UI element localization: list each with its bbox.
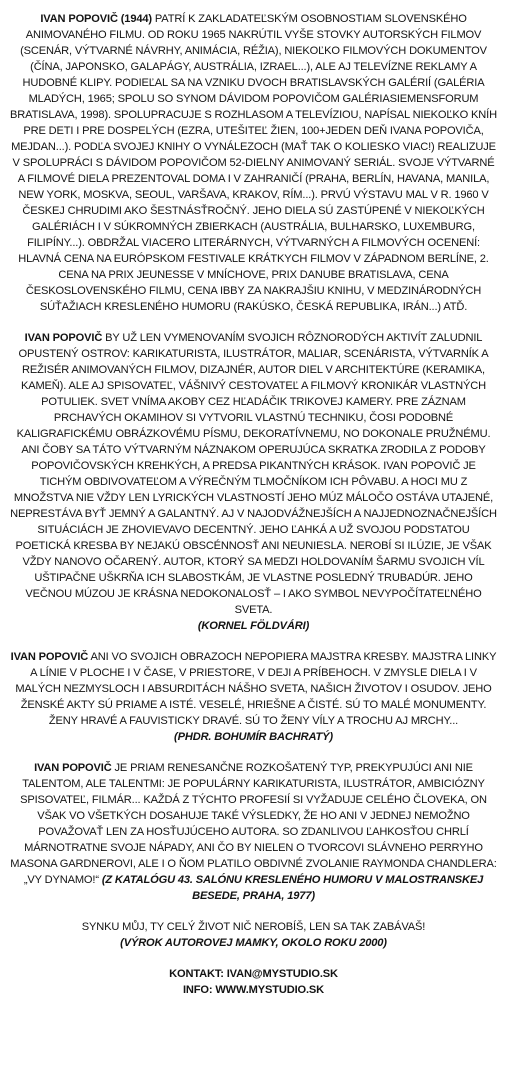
quote-author: (KORNEL FÖLDVÁRI) (197, 620, 310, 632)
biography-text: PATRÍ K ZAKLADATEĽSKÝM OSOBNOSTIAM SLOVENSKÉHO ANIMOVANÉHO FILMU. OD ROKU 1965 NAKRÚTIL VYŠE STOVKY AUTORSKÝCH FILMOV (SCENÁR, VÝTVARNÉ NÁVRHY, ANIMÁCIA, RÉŽIA), NIEKOĽKO FILMOVÝCH DOKUMENTOV (ČÍNA, JAPONSKO, GALAPÁGY, AUSTRÁLIA, IZRAEL...), ALE AJ TELEVÍZNE REKLAMY A HUDOBNÉ KLIPY. PODIEĽAL SA NA VZNIKU DVOCH BRATISLAVSKÝCH GALÉRIÍ (GALÉRIA MLADÝCH, 1965; SPOLU SO SYNOM DÁVIDOM POPOVIČOM GALÉRIASIEMENSFORUM BRATISLAVA, 1998). SPOLUPRACUJE S ROZHLASOM A TELEVÍZIOU, NAPÍSAL NIEKOĽKO KNÍH PRE DETI I PRE DOSPELÝCH (EZRA, UTEŠITEĽ ŽIEN, 100+JEDEN DEŇ IVANA POPOVIČA, MEJDAN...). PODĽA SVOJEJ KNIHY O VYNÁLEZOCH (MAŤ TAK O KOLIESKO VIAC!) REALIZUJE V SPOLUPRÁCI S DÁVIDOM POPOVIČOM 52-DIELNY ANIMOVANÝ SERIÁL. SVOJE VÝTVARNÉ A FILMOVÉ DIELA PREZENTOVAL DOMA I V ZAHRANIČÍ (PRAHA, BERLÍN, HAVANA, MANILA, NEW YORK, MOSKVA, SEOUL, VARŠAVA, KRAKOV, RÍM...). PRVÚ VÝSTAVU MAL V R. 1960 V ČESKEJ CHRUDIMI AKO ŠESTNÁSŤROČNÝ. JEHO DIELA SÚ ZASTÚPENÉ V NIEKOĽKÝCH GALÉRIÁCH I V SÚKROMNÝCH ZBIERKACH (AUSTRÁLIA, BULHARSKO, LUXEMBURG, FILIPÍNY...). OBDRŽAL VIACERO LITERÁRNYCH, VÝTVARNÝCH A FILMOVÝCH OCENENÍ: HLAVNÁ CENA NA EURÓPSKOM FESTIVALE KRÁTKYCH FILMOV V ZÁPADNOM BERLÍNE, 2. CENA NA PRIX JEUNESSE V MNÍCHOVE, PRIX DANUBE BRATISLAVA, CENA ČESKOSLOVENSKÉHO FILMU, CENA IBBY ZA NAKRAJŠIU KNIHU, V MEDZINÁRODNÝCH SÚŤAŽIACH KRESLENÉHO HUMORU (RAKÚSKO, ČESKÁ REPUBLIKA, IRÁN...) ATĎ. (10, 13, 497, 313)
quote-subject-name: IVAN POPOVIČ (10, 651, 89, 663)
quote-source: (Z KATALÓGU 43. SALÓNU KRESLENÉHO HUMORU V MALOSTRANSKEJ BESEDE, PRAHA, 1977) (101, 874, 484, 902)
quote-subject-name: IVAN POPOVIČ (34, 762, 112, 774)
quote-text: ANI VO SVOJICH OBRAZOCH NEPOPIERA MAJSTRA KRESBY. MAJSTRA LINKY A LÍNIE V PLOCHE I V ČASE, V PRIESTORE, V DEJI A PRÍBEHOCH. V ZMYSLE DIELA I V MALÝCH NEZMYSLOCH I ABSURDITÁCH NÁŠHO SVETA, NAŠICH ŽIVOTOV I OSUDOV. JEHO ŽENSKÉ AKTY SÚ PRIAME A ISTÉ. VESELÉ, HRIEŠNE A ČISTÉ. SÚ TO MALÉ MONUMENTY. ŽENY HRAVÉ A FAUVISTICKY DRAVÉ. SÚ TO ŽENY VÍLY A TROCHU AJ MRCHY... (15, 651, 497, 727)
quote-text: SYNKU MŮJ, TY CELÝ ŽIVOT NIČ NEROBÍŠ, LEN SA TAK ZABÁVAŠ! (81, 921, 426, 933)
contact-email[interactable]: KONTAKT: IVAN@MYSTUDIO.SK (169, 968, 338, 980)
quote-foldvari (10, 330, 497, 634)
quote-author: (VÝROK AUTOROVEJ MAMKY, OKOLO ROKU 2000) (120, 937, 387, 949)
quote-text: BY UŽ LEN VYMENOVANÍM SVOJICH RÔZNORODÝCH AKTIVÍT ZALUDNIL OPUSTENÝ OSTROV: KARIKATURISTA, ILUSTRÁTOR, MALIAR, SCENÁRISTA, VÝTVARNÍK A REŽISÉR ANIMOVANÝCH FILMOV, DIZAJNÉR, AUTOR DIEL V ARCHITEKTÚRE (KERAMIKA, KAMEŇ). ALE AJ SPISOVATEĽ, VÁŠNIVÝ CESTOVATEĽ A FILMOVÝ KRONIKÁR VLASTNÝCH POTULIEK. SVET VNÍMA AKOBY CEZ HĽADÁČIK TRIKOVEJ KAMERY. PRE ZÁZNAM PRCHAVÝCH OKAMIHOV SI VYTVORIL VLASTNÚ TECHNIKU, ČOSI PODOBNÉ KALIGRAFICKÉMU OBRÁZKOVÉMU PÍSMU, DEKORATÍVNEMU, NO DOKONALE PRUŽNÉMU. ANI ČOBY SA TÁTO VÝTVARNÝM NÁZNAKOM OPERUJÚCA SKRATKA ZRODILA Z PODOBY POPOVIČOVSKÝCH KREHKÝCH, A PREDSA PIKANTNÝCH KRÁSOK. IVAN POPOVIČ JE TICHÝM OBDIVOVATEĽOM A VÝREČNÝM TLMOČNÍKOM ICH PÔVABU. A HOCI MU Z MNOŽSTVA NIE VŽDY LEN LYRICKÝCH VLASTNOSTÍ JEHO MÚZ MÁLOČO OSTÁVA UTAJENÉ, NEPRESTÁVA BYŤ JEMNÝ A GALANTNÝ. AJ V NAJODVÁŽNEJŠÍCH A NAJJEDNOZNAČNEJŠÍCH SITUÁCIÁCH JE ZHOVIEVAVO DECENTNÝ. JEHO ĽAHKÁ A UŽ SVOJOU PODSTATOU POETICKÁ KRESBA BY NEJAKÚ OBSCÉNNOSŤ ANI NEUNIESLA. NEROBÍ SI ILÚZIE, JE VŠAK VŽDY NANOVO OČARENÝ. AUTOR, KTORÝ SA MEDZI HOLDOVANÍM ŠARMU SVOJICH VÍL UŠTIPAČNE UŠKRŇA ICH SLABOSTKÁM, JE VLASTNE POSLEDNÝ TRUBADÚR. JEHO VEČNOU MÚZOU JE KRÁSNA NEDOKONALOSŤ – I AKO SYMBOL NEVYPOČÍTATEĽNÉHO SVETA. (10, 332, 497, 616)
quote-subject-name: IVAN POPOVIČ (24, 332, 103, 344)
artist-name-heading: IVAN POPOVIČ (1944) (40, 13, 152, 25)
quote-bachraty (10, 649, 497, 745)
quote-mother (10, 919, 497, 951)
quote-author: (PHDR. BOHUMÍR BACHRATÝ) (174, 731, 333, 743)
contact-website[interactable]: INFO: WWW.MYSTUDIO.SK (182, 984, 325, 996)
biography-paragraph (10, 11, 497, 315)
quote-text: JE PRIAM RENESANČNE ROZKOŠATENÝ TYP, PREKYPUJÚCI ANI NIE TALENTOM, ALE TALENTMI: JE POPULÁRNY KARIKATURISTA, ILUSTRÁTOR, AMBICIÓZNY SPISOVATEĽ, FILMÁR... KAŽDÁ Z TÝCHTO PROFESIÍ SI VYŽADUJE CELÉHO ČLOVEKA, ON VŠAK VO VŠETKÝCH DOSAHUJE TAKÉ VÝSLEDKY, ŽE HO ANI V JEDNEJ NEMOŽNO POVAŽOVAŤ LEN ZA HOSŤUJÚCEHO AUTORA. SO ZDANLIVOU ĽAHKOSŤOU CHRLÍ MÁRNOTRATNE SVOJE NÁPADY, ANI ČO BY NIELEN O TVORCOVI SLÁVNEHO PERRYHO MASONA GARDNEROVI, ALE I O ŇOM PLATILO OBDIVNÉ ZVOLANIE RAYMONDA CHANDLERA: „VY DYNAMO!“ (10, 762, 497, 886)
quote-catalogue (10, 760, 497, 904)
